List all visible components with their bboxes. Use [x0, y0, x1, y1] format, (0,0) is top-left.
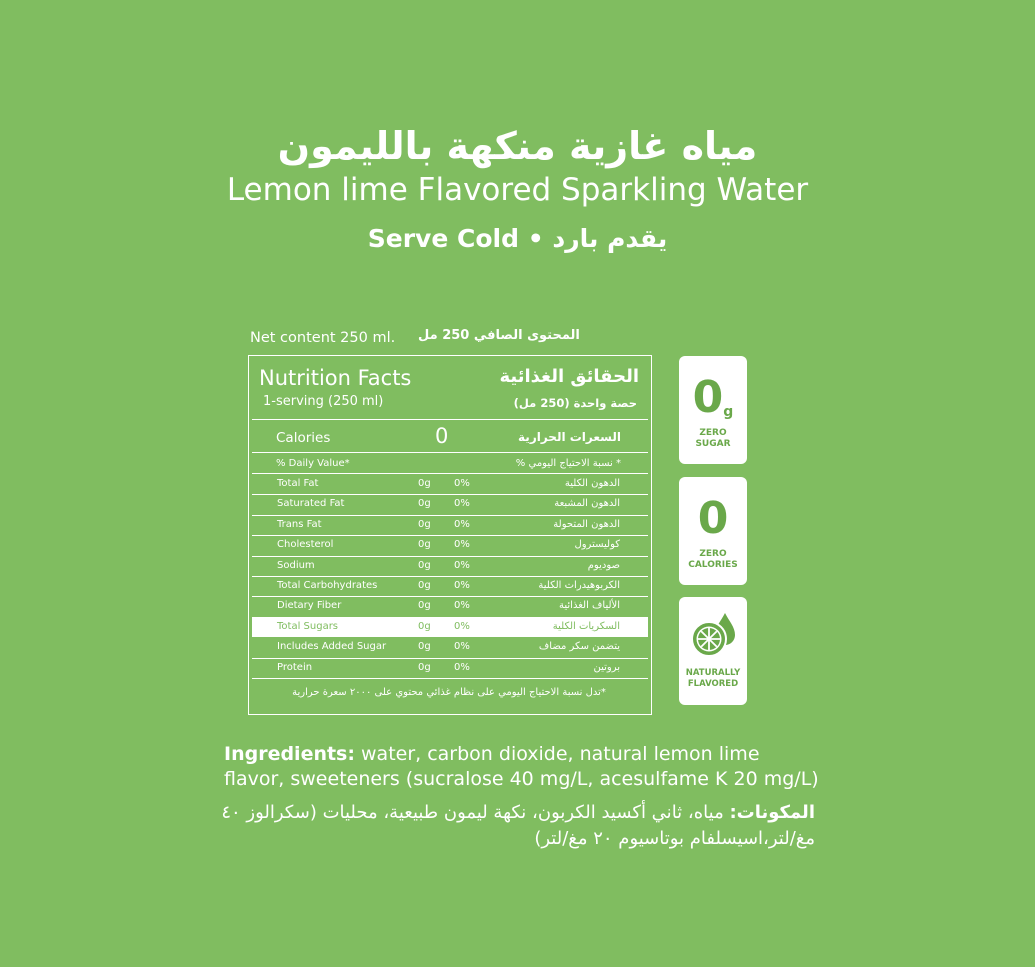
nutrient-name-arabic: صوديوم	[587, 559, 620, 571]
sugar-value: $0_g$	[692, 372, 734, 423]
nutrient-name: Sodium	[277, 559, 315, 571]
badge-label-line: ZERO	[699, 549, 727, 559]
nutrient-name-arabic: الدهون المتحولة	[553, 518, 620, 530]
table-row	[252, 474, 648, 494]
nutrition-title-english: Nutrition Facts	[259, 366, 412, 390]
nutrient-name-arabic: الألياف الغذائية	[559, 600, 620, 612]
net-content-arabic: المحتوى الصافي 250 مل	[418, 328, 580, 343]
ingredients-english	[224, 742, 824, 792]
nutrient-percent: 0%	[454, 661, 470, 673]
table-row	[252, 576, 648, 596]
nutrient-amount: 0g	[418, 641, 431, 653]
nutrient-name: Cholesterol	[277, 539, 334, 551]
table-row	[252, 556, 648, 576]
nutrient-name: Saturated Fat	[277, 498, 345, 510]
badge-label-line: SUGAR	[695, 439, 731, 449]
calories-badge-value: 0	[697, 493, 729, 544]
nutrient-percent: 0%	[454, 478, 470, 489]
nutrient-name: Trans Fat	[277, 518, 322, 530]
badge-label-line: FLAVORED	[687, 679, 739, 689]
nutrient-percent: 0%	[454, 641, 470, 653]
nutrient-amount: 0g	[418, 478, 431, 489]
nutrient-name: Protein	[277, 661, 313, 673]
nutrient-amount: 0g	[418, 620, 431, 632]
ingredients-text: water, carbon dioxide, natural lemon lime flavor, sweeteners (sucralose 40 mg/L, acesulfame K 20 mg/L)	[224, 743, 819, 790]
net-content-english: Net content 250 ml.	[250, 330, 396, 346]
nutrient-percent: 0%	[454, 518, 470, 530]
badge-label-line: ZERO	[699, 428, 727, 438]
ingredients-arabic	[215, 800, 815, 852]
daily-value-label-arabic: * نسبة الاحتياج اليومي %	[515, 458, 621, 469]
nutrient-name: Includes Added Sugar	[277, 641, 387, 653]
title-arabic: مياه غازية منكهة بالليمون	[277, 124, 758, 168]
nutrient-percent: 0%	[454, 620, 470, 632]
nutrient-percent: 0%	[454, 600, 470, 612]
nutrient-amount: 0g	[418, 661, 431, 673]
table-row	[252, 596, 648, 616]
divider	[252, 452, 648, 453]
sugar-unit: g	[723, 404, 734, 420]
calories-label: Calories	[276, 430, 331, 446]
zero-sugar-label	[679, 428, 747, 450]
nutrient-amount: 0g	[418, 539, 431, 551]
nutrient-amount: 0g	[418, 600, 431, 612]
serve-cold: Serve Cold • يقدم بارد	[367, 224, 668, 253]
nutrient-name-arabic: يتضمن سكر مضاف	[538, 641, 620, 653]
calories-label-arabic: السعرات الحرارية	[518, 430, 621, 444]
nutrient-name-arabic: الكربوهيدرات الكلية	[538, 580, 620, 591]
nutrient-name-arabic: الدهون الكلية	[564, 478, 620, 489]
nutrition-facts-panel	[248, 355, 652, 715]
nutrient-percent: 0%	[454, 539, 470, 551]
table-row	[252, 494, 648, 514]
ingredients-label: Ingredients:	[224, 743, 355, 765]
table-row-highlighted	[252, 617, 648, 637]
nutrient-percent: 0%	[454, 559, 470, 571]
nutrient-amount: 0g	[418, 559, 431, 571]
serving-english: 1-serving (250 ml)	[263, 394, 384, 409]
nutrient-name: Total Fat	[277, 478, 319, 489]
nutrient-percent: 0%	[454, 498, 470, 510]
nutrient-name: Total Sugars	[277, 620, 339, 632]
nutrient-amount: 0g	[418, 518, 431, 530]
lime-slice-drop-icon	[689, 609, 737, 661]
badge-label-line: CALORIES	[688, 560, 738, 570]
footnote: *تدل نسبة الاحتياج اليومي على نظام غذائي محتوي على ٢٠٠٠ سعرة حرارية	[292, 687, 606, 698]
zero-calories-label	[679, 549, 747, 571]
nutrient-name: Total Carbohydrates	[277, 580, 378, 591]
nutrient-name-arabic: الدهون المشبعة	[554, 498, 620, 510]
nutrient-percent: 0%	[454, 580, 470, 591]
nutrient-name-arabic: السكريات الكلية	[552, 620, 620, 632]
table-row	[252, 515, 648, 535]
ingredients-label-arabic: المكونات:	[729, 802, 815, 823]
nutrient-amount: 0g	[418, 580, 431, 591]
naturally-flavored-label	[679, 668, 747, 690]
calories-value: 0	[435, 424, 449, 448]
nutrition-title-arabic: الحقائق الغذائية	[499, 366, 639, 387]
nutrient-name-arabic: كوليسترول	[574, 539, 620, 551]
daily-value-label: % Daily Value*	[276, 458, 350, 469]
nutrient-amount: 0g	[418, 498, 431, 510]
table-row	[252, 535, 648, 555]
zero-calories-badge	[679, 477, 747, 585]
title-english: Lemon lime Flavored Sparkling Water	[226, 172, 809, 208]
table-row	[252, 637, 648, 657]
zero-sugar-badge	[679, 356, 747, 464]
nutrient-name: Dietary Fiber	[277, 600, 342, 612]
naturally-flavored-badge	[679, 597, 747, 705]
divider	[252, 419, 648, 420]
badge-label-line: NATURALLY	[685, 668, 741, 678]
nutrient-name-arabic: بروتين	[593, 661, 620, 673]
divider	[252, 678, 648, 679]
serving-arabic: حصة واحدة (250 مل)	[513, 396, 637, 410]
table-row	[252, 658, 648, 678]
ingredients-text-arabic: مياه، ثاني أكسيد الكربون، نكهة ليمون طبيعية، محليات (سكرالوز ٤٠ مغ/لتر،اسيسلفام بوتاسيوم ٢٠ مغ/لتر)	[221, 802, 815, 849]
